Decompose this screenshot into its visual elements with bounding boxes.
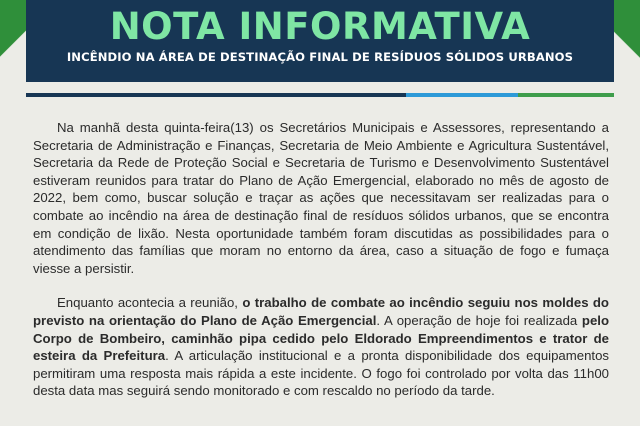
paragraph-2-text-3: . A articulação institucional e a pronta disponibilidade dos equipamentos permitiram uma resposta mais rápida a este incidente. O fogo foi controlado por volta das 11h00 desta data mas seguirá sendo monitorado e com rescaldo no período da tarde. [33, 348, 609, 399]
body-text [33, 119, 609, 400]
paragraph-1-text: Na manhã desta quinta-feira(13) os Secretários Municipais e Assessores, representando a Secretaria de Administração e Finanças, Secretaria de Meio Ambiente e Agricultura Sustentável, Secretaria da Rede de Proteção Social e Secretaria de Turismo e Desenvolvimento Sustentável estiveram reunidos para tratar do Plano de Ação Emergencial, elaborado no mês de agosto de 2022, bem como, buscar solução e traçar as ações que necessitavam ser realizadas para o combate ao incêndio na área de destinação final de resíduos sólidos urbanos, que se encontra em condição de lixão. Nesta oportunidade também foram discutidas as possibilidades para o atendimento das famílias que moram no entorno da área, caso a situação de fogo e fumaça viesse a persistir. [33, 120, 609, 276]
accent-bar-green [518, 93, 614, 97]
paragraph-2-text-1: Enquanto acontecia a reunião, [57, 295, 243, 311]
page-title: NOTA INFORMATIVA [109, 5, 531, 48]
accent-bar-blue [406, 93, 518, 97]
header-banner [26, 0, 614, 82]
paragraph-2-bold-1: o trabalho de combate ao incêndio seguiu nos moldes do previsto na orientação do Plano de Ação Emergencial [33, 295, 609, 328]
paragraph-1 [33, 119, 609, 277]
paragraph-2-bold-2: pelo Corpo de Bombeiro, caminhão pipa cedido pelo Eldorado Empreendimentos e trator de esteira da Prefeitura [33, 312, 610, 364]
paragraph-2 [33, 294, 609, 400]
accent-bar-dark [26, 93, 406, 97]
paragraph-2-text-2: . A operação de hoje foi realizada [376, 312, 582, 328]
page-subtitle: INCÊNDIO NA ÁREA DE DESTINAÇÃO FINAL DE RESÍDUOS SÓLIDOS URBANOS [66, 50, 574, 64]
